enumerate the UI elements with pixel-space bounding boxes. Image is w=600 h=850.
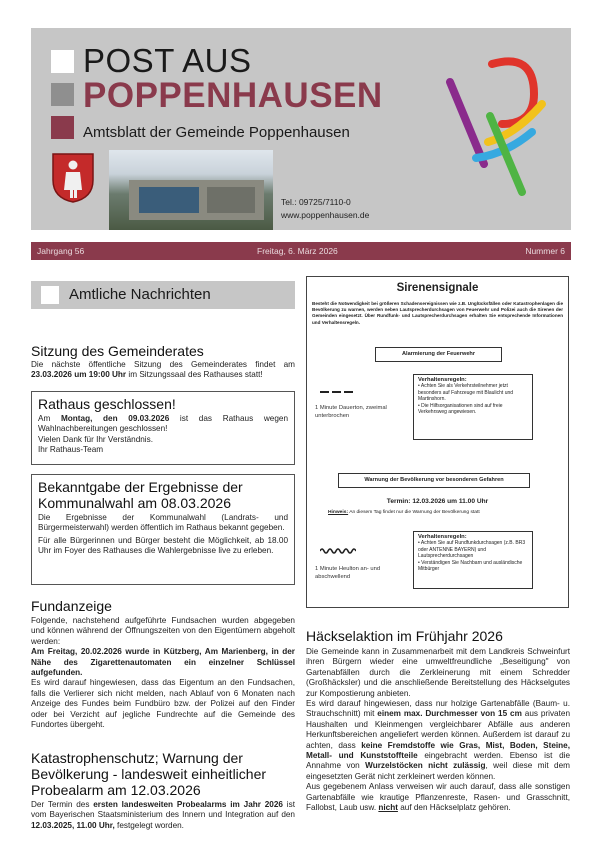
masthead-title-line1: POST AUS — [83, 42, 252, 79]
article-heading: Bekanntgabe der Ergebnisse der Kommunalwahl am 08.03.2026 — [38, 479, 243, 511]
masthead-title-line2: POPPENHAUSEN — [83, 76, 383, 115]
town-hall-photo — [109, 150, 273, 230]
warn-signal-text: 1 Minute Heulton an- und abschwellend — [315, 566, 381, 580]
article-text: Folgende, nachstehend aufgeführte Fundsachen wurden abgegeben und können während der Öffnungszeiten von den Eigentümern abgeholt werden: — [31, 616, 295, 646]
phone-number: Tel.: 09725/7110-0 — [281, 197, 351, 207]
white-square-decoration — [51, 50, 74, 73]
issue-info-bar — [31, 242, 571, 260]
article-haeckselaktion: Häckselaktion im Frühjahr 2026 Die Gemeinde kann in Zusammenarbeit mit dem Landkreis Schweinfurt ihren Bürgern wieder eine umweltfreundliche „Beseitigung" von Gartenabfällen durch die Zerkleinerung mit einem Schredder (Großhäcksler) und die anschließende Bereitstellung des Häckselgutes zur Kompostierung anbieten. Es wird darauf hingewiesen, dass nur holzige Gartenabfälle (Baum- u. Strauchschnitt) mit einem max. Durchmesser von 15 cm aus privaten Haushalten und Kleinmengen vergleichbarer Abfälle aus anderen Herkunftsbereichen angeliefert werden können. Außerdem ist darauf zu achten, dass keine Fremdstoffe wie Gras, Mist, Boden, Steine, Metall- und Kunststoffteile eingebracht werden. Ebenso ist die Annahme von Wurzelstöcken nicht zulässig, weil diese mit dem eingesetzten Gerät nicht zerkleinert werden können. Aus gegebenem Anlass verweisen wir auch darauf, dass alle sonstigen Gartenabfälle wie krautige Pflanzenreste, Rasen- und Grasschnitt, Fallobst, Laub usw. nicht auf den Häckselplatz gehören. — [306, 628, 570, 813]
issue-date: Freitag, 6. März 2026 — [257, 246, 338, 256]
rules-box-feuerwehr — [413, 374, 533, 440]
article-rathaus-geschlossen: Rathaus geschlossen! Am Montag, den 09.03.2026 ist das Rathaus wegen Wahlnachbereitungen geschlossen! Vielen Dank für Ihr Verständnis. Ihr Rathaus-Team — [31, 391, 295, 465]
volume-label: Jahrgang 56 — [37, 246, 85, 256]
article-kommunalwahl — [31, 474, 295, 585]
gray-square-decoration — [51, 83, 74, 106]
article-heading: Fundanzeige — [31, 598, 112, 614]
rule-item: • Achten Sie als Verkehrsteilnehmer jetzt besonders auf Fahrzeuge mit Blaulicht und Martinshorn. — [418, 383, 514, 403]
rule-item: • Achten Sie auf Rundfunkdurchsagen (z.B. BR3 oder ANTENNE BAYERN) und Lautsprecherdurchsagen — [418, 540, 526, 560]
alarm-signal-text: 1 Minute Dauerton, zweimal unterbrochen — [315, 405, 387, 419]
red-square-decoration — [51, 116, 74, 139]
rules-heading: Verhaltensregeln: — [418, 377, 467, 383]
sirensignale-box — [306, 276, 569, 608]
rules-box-bevoelkerung — [413, 531, 533, 589]
article-text: Am Freitag, 20.02.2026 wurde in Kützberg, Am Marienberg, in der Nähe des Zigarettenautomaten ein einzelner Schlüssel aufgefunden. — [31, 647, 295, 678]
rule-item: • Verständigen Sie Nachbarn und ausländische Mitbürger — [418, 559, 523, 573]
article-heading: Häckselaktion im Frühjahr 2026 — [306, 628, 503, 644]
article-heading: Katastrophenschutz; Warnung der Bevölkerung - landesweit einheitlicher Probealarm am 12.03.2026 — [31, 750, 267, 798]
website-link[interactable]: www.poppenhausen.de — [281, 210, 370, 220]
article-text: Es wird darauf hingewiesen, dass das Eigentum an den Fundsachen, falls die Verlierer sich nicht melden, nach Ablauf von 6 Monaten nach Anzeige des Fundes beim Fundbüro bzw. der Polizei auf den Finder oder bei Verzicht auf jegliche Fundrechte auf die Gemeinde des Fundortes übergeht. — [31, 678, 295, 730]
article-katastrophenschutz: Katastrophenschutz; Warnung der Bevölkerung - landesweit einheitlicher Probealarm am 12.03.2026 Der Termin des ersten landesweiten Probealarms im Jahr 2026 ist vom Bayerischen Staatsministerium des Innern und Integration auf den 12.03.2025, 11.00 Uhr, festgelegt worden. — [31, 750, 295, 830]
masthead-subtitle: Amtsblatt der Gemeinde Poppenhausen — [83, 124, 350, 141]
article-text: Die Gemeinde kann in Zusammenarbeit mit dem Landkreis Schweinfurt ihren Bürgern wieder eine umweltfreundliche „Beseitigung" von Gartenabfällen durch die Zerkleinerung mit einem Schredder (Großhäcksler) und die anschließende Bereitstellung des Häckselgutes zur Kompostierung anbieten. — [306, 647, 570, 698]
section-square-decoration — [41, 286, 59, 304]
article-heading: Rathaus geschlossen! — [38, 396, 176, 412]
alarm-label-box: Alarmierung der Feuerwehr — [375, 347, 502, 362]
article-text: Für alle Bürgerinnen und Bürger besteht die Möglichkeit, ab 18.00 Uhr im Foyer des Rathauses die Wahlergebnisse live zu erleben. — [38, 535, 288, 556]
article-heading: Sitzung des Gemeinderates — [31, 343, 204, 359]
issue-number: Nummer 6 — [525, 246, 565, 256]
rule-item: • Die Hilfsorganisationen sind auf freie Verkehrsweg angewiesen. — [418, 402, 503, 416]
termin-text: Termin: 12.03.2026 um 11.00 Uhr — [386, 498, 489, 505]
rules-heading: Verhaltensregeln: — [418, 534, 467, 540]
warn-label-box: Warnung der Bevölkerung vor besonderen Gefahren — [338, 473, 530, 488]
hinweis-text: Hinweis: An diesem Tag findet nur die Warnung der Bevölkerung statt — [328, 510, 480, 515]
article-fundanzeige — [31, 598, 295, 730]
article-gemeinderat: Sitzung des Gemeinderates Die nächste öffentliche Sitzung des Gemeinderates findet am 23.03.2026 um 19:00 Uhr im Sitzungssaal des Rathauses statt! — [31, 343, 295, 380]
section-header — [31, 281, 295, 309]
masthead — [31, 28, 571, 230]
contact-info — [281, 196, 369, 222]
section-title: Amtliche Nachrichten — [69, 286, 211, 303]
dauerton-signal-icon — [320, 389, 354, 395]
article-text: Die Ergebnisse der Kommunalwahl (Landrats- und Bürgermeisterwahl) werden öffentlich im Rathaus bekannt gegeben. — [38, 513, 288, 533]
poppenhausen-logo-icon — [436, 42, 556, 202]
sirensignale-title: Sirenensignale — [396, 282, 479, 294]
heulton-signal-icon — [320, 547, 356, 555]
article-text: Vielen Dank für Ihr Verständnis. — [38, 434, 153, 444]
coat-of-arms-icon — [51, 152, 95, 204]
sirensignale-intro: Besteht die Notwendigkeit bei größeren Schadensereignissen wie z.B. Unglücksfällen oder Katastrophenlagen die Bevölkerung zu warnen, werden neben Lautsprecherdurchsagen von Feuerwehr und Polizei auch die Sirenen der Gemeinden eingesetzt. Über Rundfunk- und Lautsprecherdurchsagen erhalten Sie entsprechende Informationen und Verhaltensregeln. — [312, 301, 563, 325]
article-text: Ihr Rathaus-Team — [38, 445, 104, 455]
